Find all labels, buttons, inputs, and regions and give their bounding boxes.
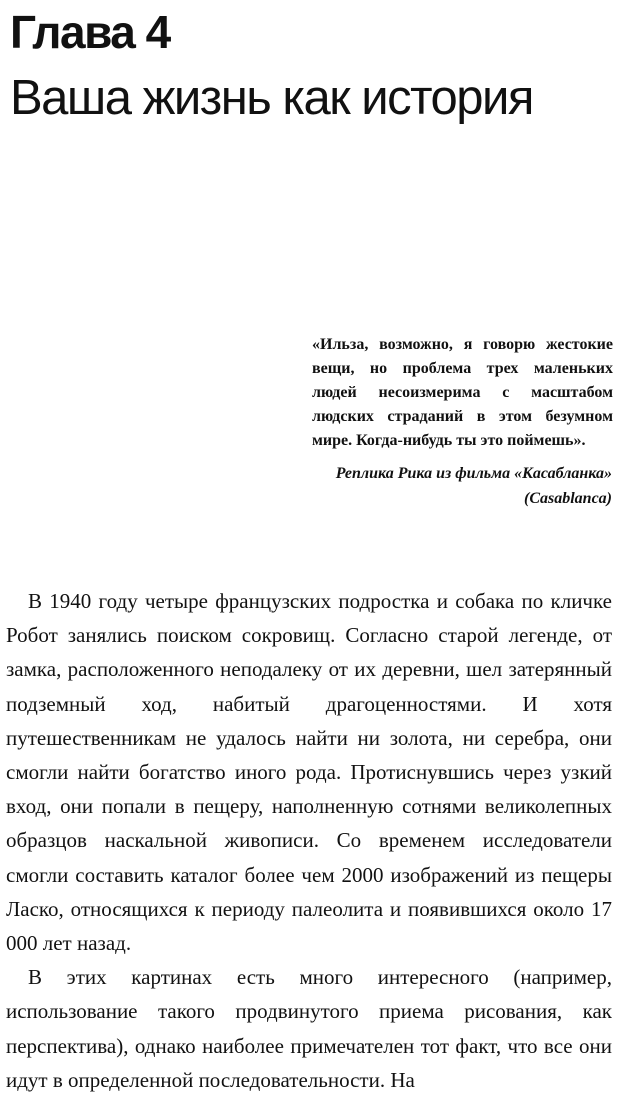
body-text — [6, 584, 612, 1097]
epigraph-source: Реплика Рика из фильма «Касабланка» (Casablanca) — [335, 465, 612, 507]
paragraph: В этих картинах есть много интересного (например, использование такого продвинутого приема рисования, как перспектива), однако наиболее примечателен тот факт, что все они идут в определенной последовательности. На — [6, 965, 612, 1092]
epigraph-quote: «Ильза, возможно, я говорю жестокие вещи, но проблема трех маленьких людей несоизмерима с масштабом людских страданий в этом безумном мире. Когда-нибудь ты это поймешь». — [312, 336, 613, 449]
paragraph: В 1940 году четыре французских подростка и собака по кличке Робот занялись поиском сокровищ. Согласно старой легенде, от замка, расположенного неподалеку от их деревни, шел затерянный подземный ход, набитый драгоценностями. И хотя путешественникам не удалось найти ни золота, ни серебра, они смогли найти богатство иного рода. Протиснувшись через узкий вход, они попали в пещеру, наполненную сотнями великолепных образцов наскальной живописи. Со временем исследователи смогли составить каталог более чем 2000 изображений из пещеры Ласко, относящихся к периоду палеолита и появившихся около 17 000 лет назад. — [6, 589, 612, 956]
chapter-title: Ваша жизнь как история — [10, 71, 533, 125]
chapter-label: Глава 4 — [10, 6, 170, 58]
